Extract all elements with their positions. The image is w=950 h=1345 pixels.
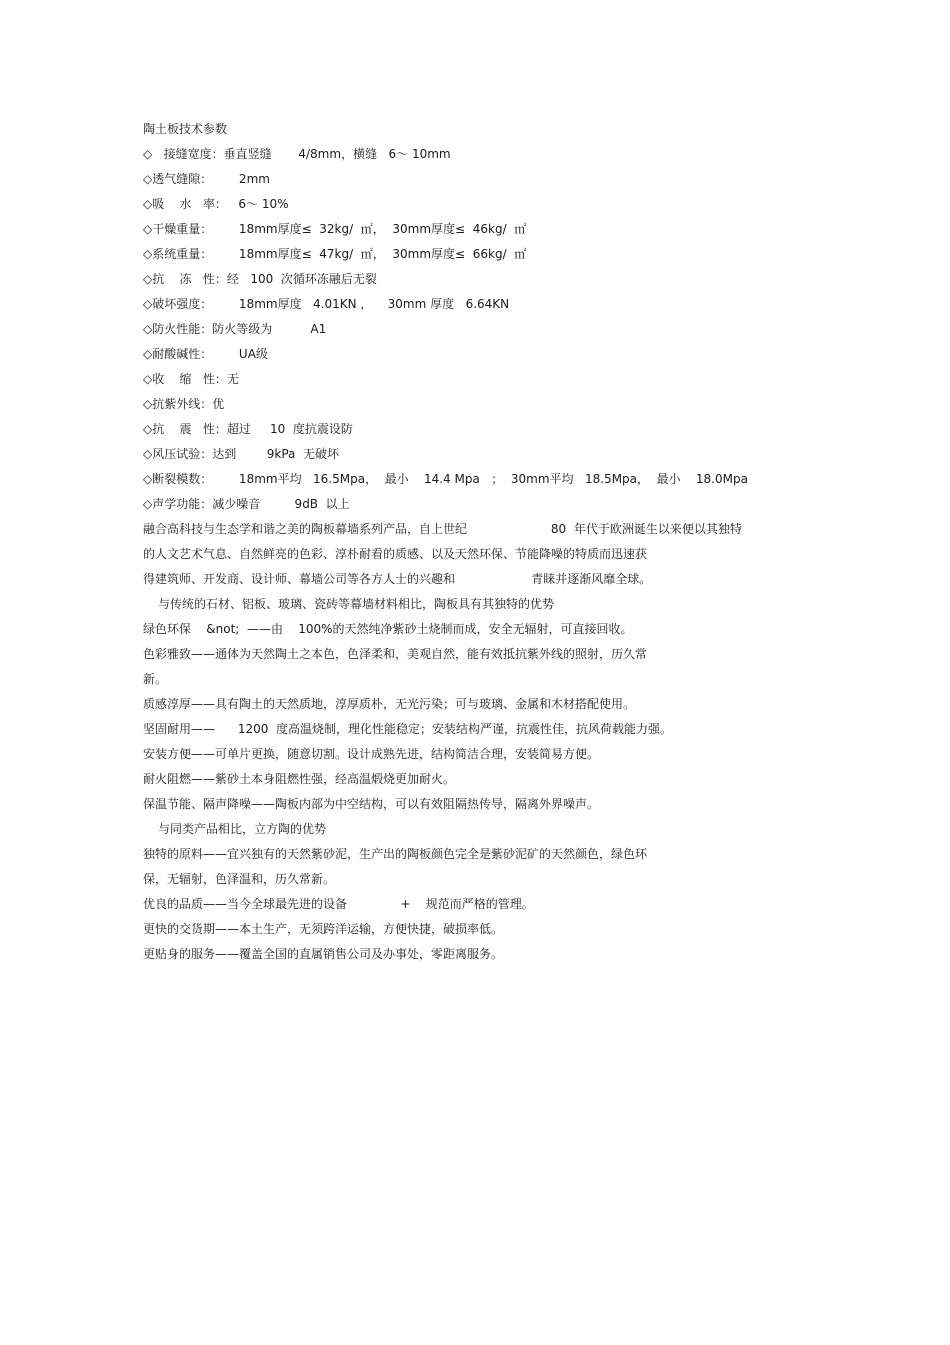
- spec-system-weight: ◇系统重量： 18mm厚度≤ 47kg/ ㎡， 30mm厚度≤ 66kg/ ㎡: [143, 247, 527, 261]
- spec-uv-resistance: ◇抗紫外线：优: [143, 397, 225, 411]
- doc-title: 陶土板技术参数: [143, 122, 228, 136]
- advantage-installation: 安装方便——可单片更换，随意切割。设计成熟先进，结构简洁合理，安装简易方便。: [143, 747, 600, 761]
- spec-dry-weight: ◇干燥重量： 18mm厚度≤ 32kg/ ㎡， 30mm厚度≤ 46kg/ ㎡: [143, 222, 527, 236]
- spec-breaking-strength: ◇破坏强度： 18mm厚度 4.01KN ， 30mm 厚度 6.64KN: [143, 297, 510, 311]
- comparison-service: 更贴身的服务——覆盖全国的直属销售公司及办事处，零距离服务。: [143, 947, 504, 961]
- intro-paragraph-line-2: 的人文艺术气息、自然鲜亮的色彩、淳朴耐看的质感、以及天然环保、节能降噪的特质而迅速获: [143, 547, 648, 561]
- advantage-color-line-2: 新。: [143, 672, 168, 686]
- spec-frost-resistance: ◇抗 冻 性：经 100 次循环冻融后无裂: [143, 272, 377, 286]
- spec-water-absorption: ◇吸 水 率： 6～ 10%: [143, 197, 289, 211]
- spec-joint-width: ◇ 接缝宽度：垂直竖缝 4/8mm，横缝 6～ 10mm: [143, 147, 451, 161]
- section-heading-comparison: 与同类产品相比，立方陶的优势: [158, 822, 327, 836]
- spec-acoustic: ◇声学功能：减少噪音 9dB 以上: [143, 497, 350, 511]
- spec-shrinkage: ◇收 缩 性：无: [143, 372, 239, 386]
- spec-seismic: ◇抗 震 性：超过 10 度抗震设防: [143, 422, 353, 436]
- spec-vent-gap: ◇透气缝隙： 2mm: [143, 172, 270, 186]
- comparison-material-line-2: 保，无辐射，色泽温和，历久常新。: [143, 872, 336, 886]
- spec-rupture-modulus: ◇断裂模数： 18mm平均 16.5Mpa， 最小 14.4 Mpa ； 30mm平均 18.5Mpa， 最小 18.0Mpa: [143, 472, 748, 486]
- intro-paragraph-line-1: 融合高科技与生态学和谐之美的陶板幕墙系列产品，自上世纪 80 年代于欧洲诞生以来便以其独特: [143, 522, 742, 536]
- advantage-fireproof: 耐火阻燃——紫砂土本身阻燃性强，经高温煅烧更加耐火。: [143, 772, 456, 786]
- comparison-material-line-1: 独特的原料——宜兴独有的天然紫砂泥，生产出的陶板颜色完全是紫砂泥矿的天然颜色，绿色环: [143, 847, 648, 861]
- spec-fire-performance: ◇防火性能：防火等级为 A1: [143, 322, 327, 336]
- intro-paragraph-line-3: 得建筑师、开发商、设计师、幕墙公司等各方人士的兴趣和 青睐并逐渐风靡全球。: [143, 572, 652, 586]
- section-heading-advantages: 与传统的石材、铝板、玻璃、瓷砖等幕墙材料相比，陶板具有其独特的优势: [158, 597, 555, 611]
- comparison-quality: 优良的品质——当今全球最先进的设备 + 规范而严格的管理。: [143, 897, 534, 911]
- advantage-color-line-1: 色彩雅致——通体为天然陶土之本色，色泽柔和，美观自然，能有效抵抗紫外线的照射，历久常: [143, 647, 648, 661]
- spec-acid-resistance: ◇耐酸碱性： UA级: [143, 347, 268, 361]
- advantage-texture: 质感淳厚——具有陶土的天然质地，淳厚质朴，无光污染；可与玻璃、金属和木材搭配使用。: [143, 697, 636, 711]
- document-body: [143, 117, 793, 967]
- spec-wind-pressure: ◇风压试验：达到 9kPa 无破坏: [143, 447, 340, 461]
- advantage-insulation: 保温节能、隔声降噪——陶板内部为中空结构，可以有效阻隔热传导，隔离外界噪声。: [143, 797, 600, 811]
- comparison-delivery: 更快的交货期——本土生产，无须跨洋运输，方便快捷，破损率低。: [143, 922, 504, 936]
- advantage-green: 绿色环保 &not; ——由 100%的天然纯净紫砂土烧制而成，安全无辐射，可直接回收。: [143, 622, 633, 636]
- advantage-durable: 坚固耐用—— 1200 度高温烧制，理化性能稳定；安装结构严谨，抗震性佳，抗风荷载能力强。: [143, 722, 673, 736]
